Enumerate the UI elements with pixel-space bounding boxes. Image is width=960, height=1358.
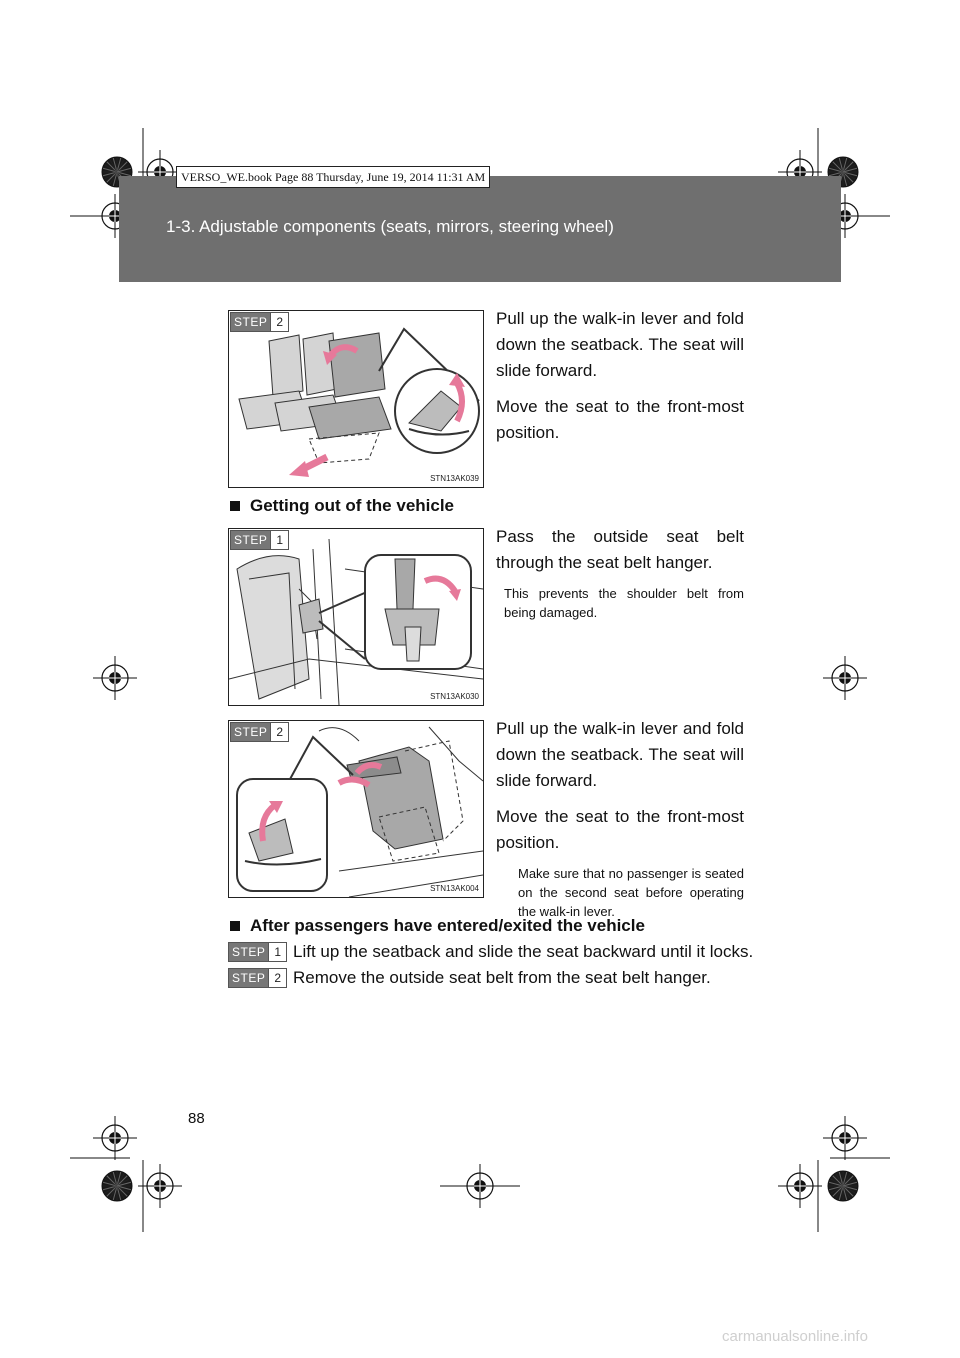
registration-mark-icon <box>93 1116 137 1160</box>
seat-belt-illustration <box>229 529 483 705</box>
instruction-paragraph: Move the seat to the front-most position. <box>496 807 744 852</box>
walk-in-lever-illustration <box>229 721 483 897</box>
instruction-paragraph: Pull up the walk-in lever and fold down the seatback. The seat will slide forward. <box>496 309 744 380</box>
bullet-square-icon <box>230 921 240 931</box>
figure-walk-in-lever <box>228 720 484 898</box>
section-title: 1-3. Adjustable components (seats, mirrors, steering wheel) <box>166 217 614 236</box>
note-paragraph: This prevents the shoulder belt from being damaged. <box>504 586 744 620</box>
registration-mark-icon <box>778 1164 822 1208</box>
registration-mark-icon <box>138 1164 182 1208</box>
figure-code: STN13AK004 <box>430 884 479 893</box>
subheading-getting-out: Getting out of the vehicle <box>230 496 454 516</box>
step-line-1 <box>228 942 753 962</box>
book-file-info: VERSO_WE.book Page 88 Thursday, June 19, 2014 11:31 AM <box>176 166 490 188</box>
step-text: Lift up the seatback and slide the seat backward until it locks. <box>293 942 754 961</box>
instruction-paragraph: Move the seat to the front-most position. <box>496 397 744 442</box>
color-wheel-icon <box>102 1171 132 1201</box>
instruction-block-2 <box>496 524 744 622</box>
instruction-paragraph: Pull up the walk-in lever and fold down the seatback. The seat will slide forward. <box>496 719 744 790</box>
registration-mark-icon <box>823 656 867 700</box>
step-line-2 <box>228 968 711 988</box>
figure-fold-seatback <box>228 310 484 488</box>
site-watermark: carmanualsonline.info <box>722 1328 868 1345</box>
instruction-block-3 <box>496 716 744 921</box>
note-paragraph: Make sure that no passenger is seated on the second seat before operating the walk-in lever. <box>518 866 744 919</box>
page-number: 88 <box>188 1110 205 1127</box>
figure-code: STN13AK030 <box>430 692 479 701</box>
step-badge: STEP 1 <box>228 942 287 962</box>
step-badge: STEP 2 <box>230 722 289 742</box>
instruction-paragraph: Pass the outside seat belt through the seat belt hanger. <box>496 527 744 572</box>
registration-mark-icon <box>93 656 137 700</box>
step-badge: STEP 1 <box>230 530 289 550</box>
fold-arrow-icon <box>339 779 369 785</box>
figure-code: STN13AK039 <box>430 474 479 483</box>
bullet-square-icon <box>230 501 240 511</box>
step-badge: STEP 2 <box>228 968 287 988</box>
step-badge: STEP 2 <box>230 312 289 332</box>
seat-fold-illustration <box>229 311 483 487</box>
figure-seat-belt-hanger <box>228 528 484 706</box>
registration-mark-icon <box>823 1116 867 1160</box>
subheading-after-passengers: After passengers have entered/exited the vehicle <box>230 916 645 936</box>
instruction-block-1 <box>496 306 744 446</box>
registration-mark-icon <box>458 1164 502 1208</box>
step-text: Remove the outside seat belt from the seat belt hanger. <box>293 968 711 987</box>
color-wheel-icon <box>828 1171 858 1201</box>
